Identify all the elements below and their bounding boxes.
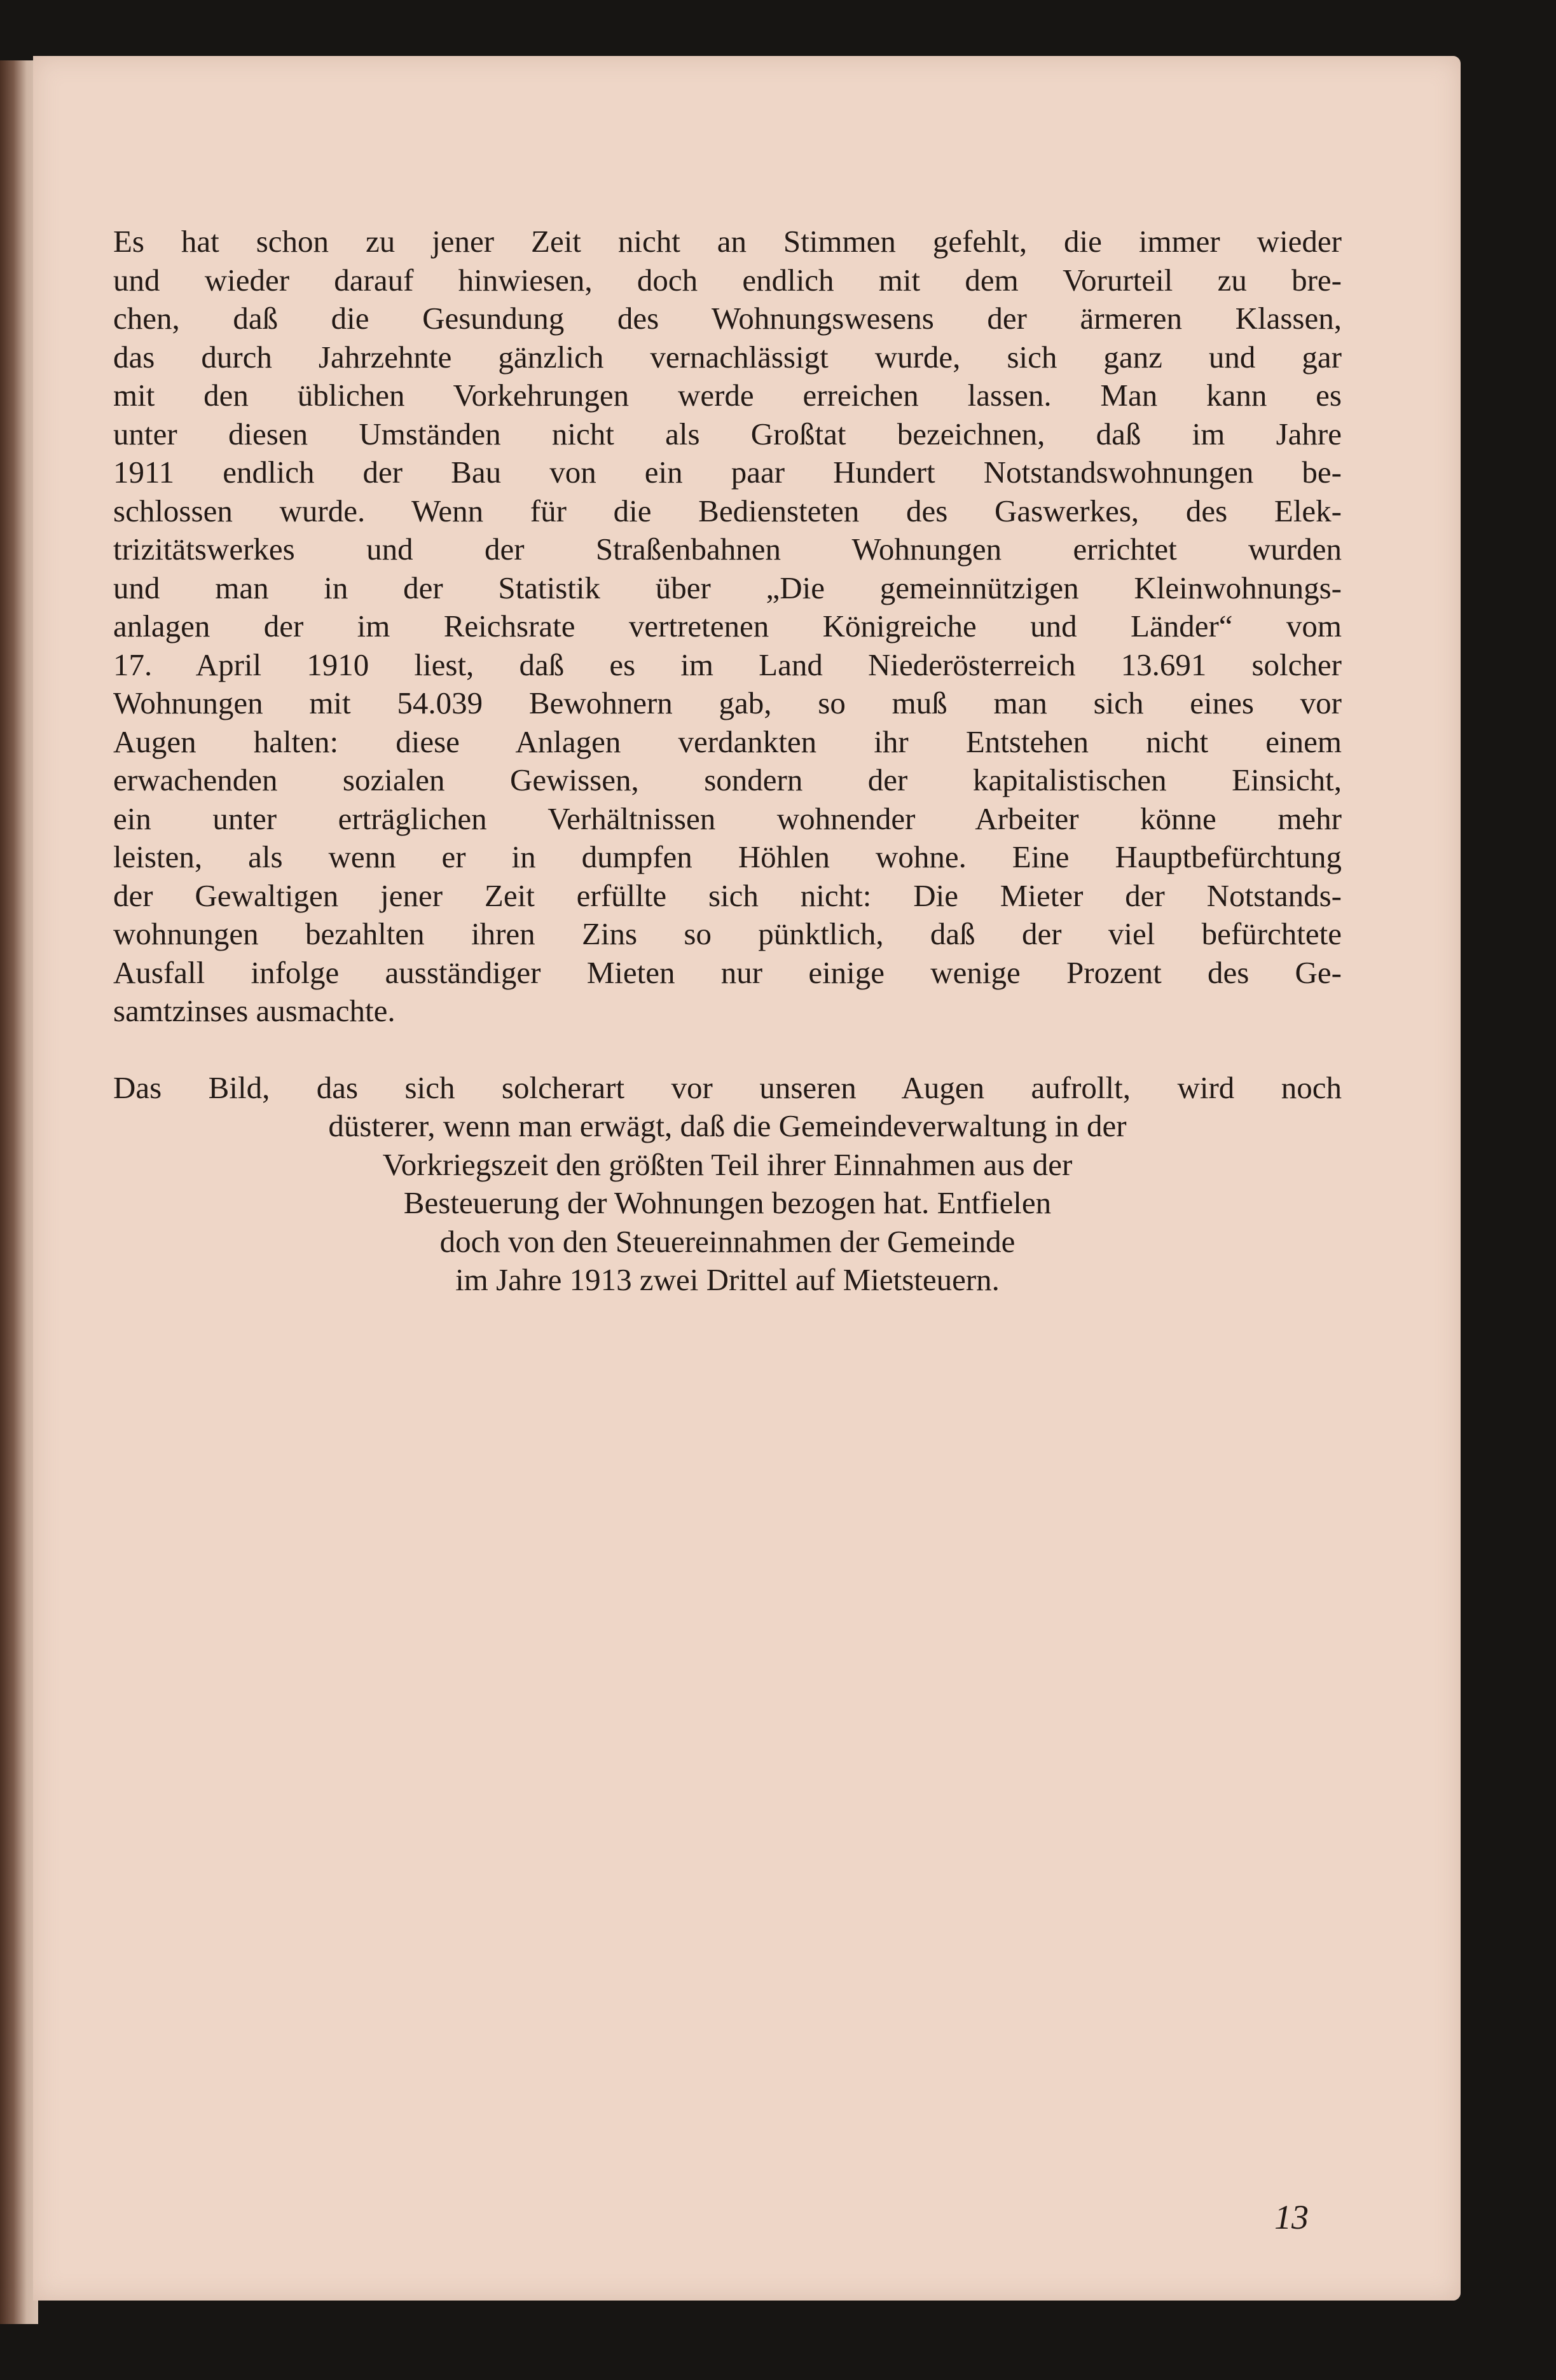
text-line: Besteuerung der Wohnungen bezogen hat. Entfielen: [403, 1185, 1052, 1220]
text-line: samtzinses ausmachte.: [113, 993, 396, 1028]
text-line: schlossen wurde. Wenn für die Bediensteten des Gaswerkes, des Elek-: [113, 493, 1342, 528]
text-line: mit den üblichen Vorkehrungen werde erreichen lassen. Man kann es: [113, 378, 1342, 413]
text-line: Es hat schon zu jener Zeit nicht an Stimmen gefehlt, die immer wieder: [113, 224, 1342, 259]
text-line: im Jahre 1913 zwei Drittel auf Mietsteuern.: [455, 1262, 1000, 1297]
text-line: unter diesen Umständen nicht als Großtat bezeichnen, daß im Jahre: [113, 416, 1342, 451]
text-line: Wohnungen mit 54.039 Bewohnern gab, so muß man sich eines vor: [113, 685, 1342, 720]
text-line: erwachenden sozialen Gewissen, sondern der kapitalistischen Einsicht,: [113, 762, 1342, 797]
text-line: trizitätswerkes und der Straßenbahnen Wohnungen errichtet wurden: [113, 532, 1342, 567]
text-line: 17. April 1910 liest, daß es im Land Niederösterreich 13.691 solcher: [113, 647, 1342, 682]
text-line: und man in der Statistik über „Die gemeinnützigen Kleinwohnungs-: [113, 570, 1342, 605]
text-line: der Gewaltigen jener Zeit erfüllte sich nicht: Die Mieter der Notstands-: [113, 877, 1342, 913]
text-line: Augen halten: diese Anlagen verdankten ihr Entstehen nicht einem: [113, 724, 1342, 759]
text-line: doch von den Steuereinnahmen der Gemeinde: [439, 1223, 1016, 1259]
text-line: und wieder darauf hinwiesen, doch endlich mit dem Vorurteil zu bre-: [113, 262, 1342, 298]
text-line: das durch Jahrzehnte gänzlich vernachlässigt wurde, sich ganz und gar: [113, 339, 1342, 375]
text-line: wohnungen bezahlten ihren Zins so pünktlich, daß der viel befürchtete: [113, 916, 1342, 951]
text-line: Das Bild, das sich solcherart vor unseren Augen aufrollt, wird noch: [113, 1070, 1342, 1105]
text-line: leisten, als wenn er in dumpfen Höhlen wohne. Eine Hauptbefürchtung: [113, 839, 1342, 874]
binding-edge: [0, 60, 38, 2324]
text-line: düsterer, wenn man erwägt, daß die Gemeindeverwaltung in der: [328, 1108, 1127, 1143]
paragraph-2: [113, 1069, 1342, 1300]
book-page: [33, 56, 1461, 2301]
paragraph-1: [113, 223, 1342, 1031]
text-line: Vorkriegszeit den größten Teil ihrer Einnahmen aus der: [382, 1146, 1073, 1182]
body-text: [113, 223, 1342, 1300]
text-line: anlagen der im Reichsrate vertretenen Königreiche und Länder“ vom: [113, 609, 1342, 643]
text-line: 1911 endlich der Bau von ein paar Hundert Notstandswohnungen be-: [113, 455, 1342, 490]
text-line: Ausfall infolge ausständiger Mieten nur einige wenige Prozent des Ge-: [113, 954, 1342, 990]
text-line: ein unter erträglichen Verhältnissen wohnender Arbeiter könne mehr: [113, 801, 1342, 836]
text-line: chen, daß die Gesundung des Wohnungswesens der ärmeren Klassen,: [113, 301, 1342, 336]
page-number: 13: [1274, 2198, 1309, 2236]
